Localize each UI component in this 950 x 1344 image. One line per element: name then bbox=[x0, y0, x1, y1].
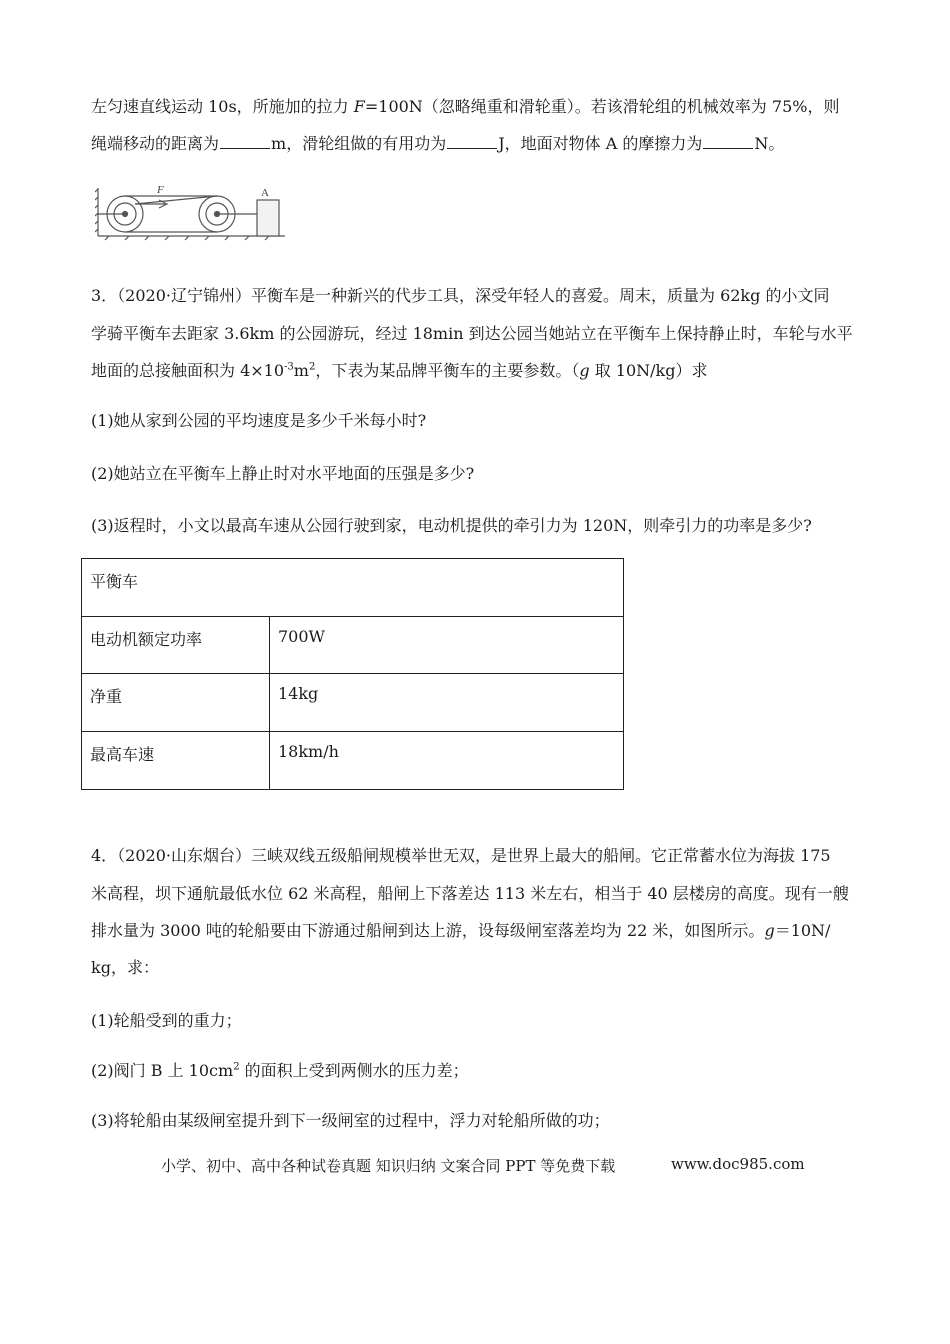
answer-blank-distance[interactable] bbox=[220, 134, 270, 149]
table-header: 平衡车 bbox=[82, 559, 624, 617]
table-cell-label: 净重 bbox=[82, 674, 270, 732]
table-cell-label: 最高车速 bbox=[82, 732, 270, 790]
q3-subquestion-1: (1)她从家到公园的平均速度是多少千米每小时? bbox=[91, 411, 427, 430]
table-cell-label: 电动机额定功率 bbox=[82, 617, 270, 674]
q3-subquestion-3: (3)返程时，小文以最高车速从公园行驶到家，电动机提供的牵引力为 120N，则牵引力的功率是多少? bbox=[91, 516, 812, 535]
block-label: A bbox=[261, 187, 269, 199]
pulley-system-figure bbox=[95, 180, 290, 242]
q3-stem-line-3: 地面的总接触面积为 $4\times 10^{-3}m^2$，下表为某品牌平衡车的主要参数。（g 取 10N/kg）求 bbox=[91, 361, 708, 380]
table-row bbox=[82, 674, 624, 732]
table-cell-value: 18km/h bbox=[270, 732, 624, 790]
footer-promo-text: 小学、初中、高中各种试卷真题 知识归纳 文案合同 PPT 等免费下载 bbox=[161, 1157, 616, 1175]
table-row bbox=[82, 617, 624, 674]
q4-stem-line-1: 4．（2020·山东烟台）三峡双线五级船闸规模举世无双，是世界上最大的船闸。它正常蓄水位为海拔 175 bbox=[91, 846, 831, 865]
q3-stem-line-1: 3．（2020·辽宁锦州）平衡车是一种新兴的代步工具，深受年轻人的喜爱。周末，质量为 62kg 的小文同 bbox=[91, 286, 830, 305]
force-label: F bbox=[157, 184, 164, 196]
q4-subquestion-1: (1)轮船受到的重力； bbox=[91, 1011, 242, 1030]
q2-text-line-2: 绳端移动的距离为 m，滑轮组做的有用功为 J，地面对物体 A 的摩擦力为 N。 bbox=[91, 134, 785, 153]
answer-blank-friction[interactable] bbox=[703, 134, 753, 149]
q4-subquestion-2: (2)阀门 B 上 $10cm^2$ 的面积上受到两侧水的压力差； bbox=[91, 1061, 469, 1080]
q4-stem-line-4: kg，求： bbox=[91, 958, 159, 977]
q3-subquestion-2: (2)她站立在平衡车上静止时对水平地面的压强是多少? bbox=[91, 464, 475, 483]
table-cell-value: 700W bbox=[270, 617, 624, 674]
q3-stem-line-2: 学骑平衡车去距家 3.6km 的公园游玩，经过 18min 到达公园当她站立在平衡车上保持静止时，车轮与水平 bbox=[91, 324, 853, 343]
q4-stem-line-3: 排水量为 3000 吨的轮船要由下游通过船闸到达上游，设每级闸室落差均为 22 米，如图所示。g＝10N/ bbox=[91, 921, 831, 940]
footer-link[interactable]: www.doc985.com bbox=[671, 1155, 805, 1173]
answer-blank-useful-work[interactable] bbox=[447, 134, 497, 149]
q4-stem-line-2: 米高程，坝下通航最低水位 62 米高程，船闸上下落差达 113 米左右，相当于 40 层楼房的高度。现有一艘 bbox=[91, 884, 849, 903]
table-cell-value: 14kg bbox=[270, 674, 624, 732]
q4-subquestion-3: (3)将轮船由某级闸室提升到下一级闸室的过程中，浮力对轮船所做的功； bbox=[91, 1111, 610, 1130]
q2-text-line-1: 左匀速直线运动 10s，所施加的拉力 F=100N（忽略绳重和滑轮重）。若该滑轮组的机械效率为 75%，则 bbox=[91, 97, 840, 116]
balance-car-params-table bbox=[81, 558, 624, 790]
table-row bbox=[82, 732, 624, 790]
